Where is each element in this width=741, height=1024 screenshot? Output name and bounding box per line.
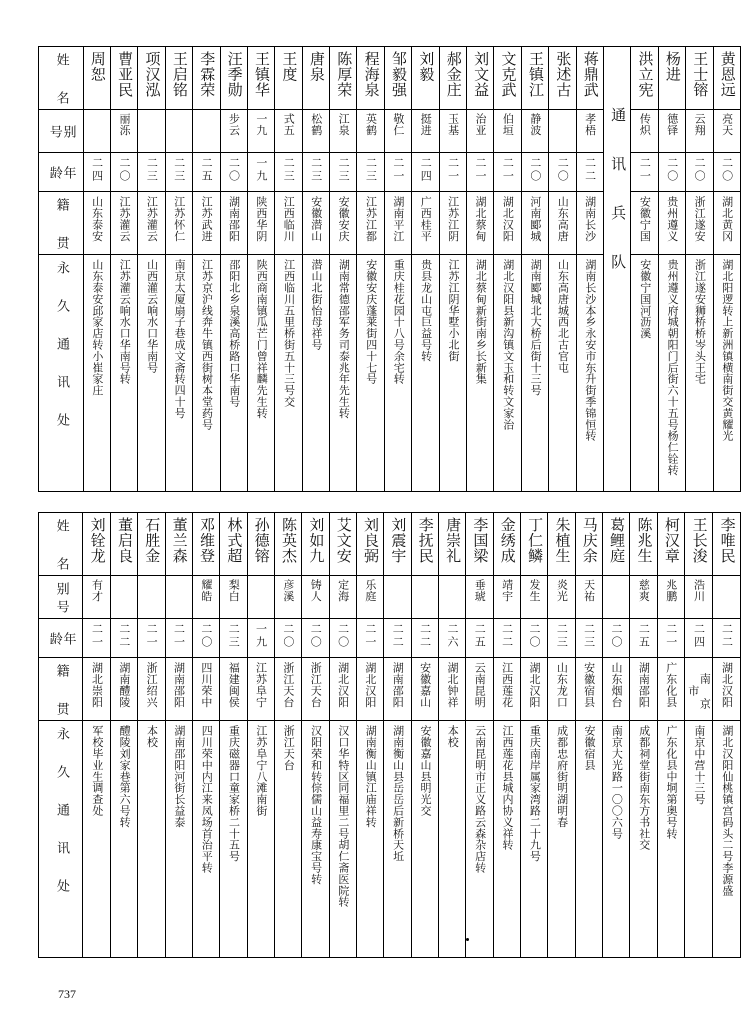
entry-origin: 安徽潜山 xyxy=(309,196,323,242)
entry-age: 二五 xyxy=(637,623,651,649)
roster-entry xyxy=(83,513,110,958)
entry-age: 二一 xyxy=(172,623,186,649)
unit-title-column xyxy=(603,47,630,492)
roster-entry xyxy=(274,513,301,958)
entry-alias: 孝梧 xyxy=(583,113,597,136)
entry-name: 蒋鼎武 xyxy=(581,51,600,98)
roster-table xyxy=(38,46,741,492)
entry-address: 南京中营十三号 xyxy=(692,725,706,805)
entry-alias: 兆鹏 xyxy=(664,579,678,602)
entry-alias: 挺进 xyxy=(419,113,433,136)
entry-age: 二三 xyxy=(309,157,323,183)
entry-name: 唐崇礼 xyxy=(444,517,463,564)
roster-entry xyxy=(302,47,329,492)
entry-address: 汉口华特区同福里二号胡仁斋医院转 xyxy=(336,725,350,908)
entry-address: 湖南郾城北大桥后街十三号 xyxy=(529,259,543,396)
entry-origin: 湖北汉阳 xyxy=(527,662,541,708)
entry-name: 刘良弼 xyxy=(362,517,381,564)
entry-age: 二三 xyxy=(582,623,596,649)
entry-origin: 安徽宁国 xyxy=(638,196,652,242)
roster-entry xyxy=(548,513,575,958)
entry-address: 江苏京沪线奔牛镇西街树本堂药号 xyxy=(200,259,214,430)
entry-address: 成都祠堂街南东方书社交 xyxy=(637,725,651,851)
entry-origin: 江苏灌云 xyxy=(145,196,159,242)
entry-name: 葛鲤庭 xyxy=(608,517,627,564)
entry-name: 陈兆生 xyxy=(635,517,654,564)
entry-name: 王度 xyxy=(280,51,299,82)
entry-origin: 山东烟台 xyxy=(610,662,624,708)
header-label-address: 永 久 通 讯 处 xyxy=(54,261,70,431)
page-number: 737 xyxy=(58,987,76,1001)
roster-table-top xyxy=(38,46,741,492)
entry-origin: 湖南邵阳 xyxy=(227,196,241,242)
entry-alias: 传炽 xyxy=(638,113,652,136)
entry-origin: 湖北汉阳 xyxy=(501,196,515,242)
entry-name: 王镇华 xyxy=(253,51,272,98)
roster-entry xyxy=(247,47,274,492)
roster-entry xyxy=(713,47,740,492)
entry-address: 贵州遵义府城朝阳门后街六十五号杨仁铨转 xyxy=(666,259,680,476)
roster-entry xyxy=(658,47,685,492)
entry-address: 云南昆明市正义路云森杂店转 xyxy=(473,725,487,874)
entry-age: 二一 xyxy=(446,157,460,183)
entry-alias: 治亚 xyxy=(474,113,488,136)
roster-entry xyxy=(83,47,110,492)
entry-age: 二一 xyxy=(664,623,678,649)
roster-entry xyxy=(220,47,247,492)
entry-age: 二一 xyxy=(363,623,377,649)
roster-entry xyxy=(110,47,137,492)
entry-origin: 江西临川 xyxy=(282,196,296,242)
entry-name: 丁仁鳞 xyxy=(526,517,545,564)
header-label-name: 姓 名 xyxy=(53,53,69,109)
entry-alias: 静波 xyxy=(528,113,542,136)
entry-origin: 河南郾城 xyxy=(528,196,542,242)
roster-entry xyxy=(384,47,411,492)
entry-age: 一九 xyxy=(254,623,268,649)
entry-address: 贵县龙山屯巨益号转 xyxy=(419,259,433,362)
roster-entry xyxy=(549,47,576,492)
roster-entry xyxy=(275,47,302,492)
entry-name: 邓维登 xyxy=(197,517,216,564)
entry-origin: 安徽嘉山 xyxy=(418,662,432,708)
entry-age: 二三 xyxy=(227,623,241,649)
entry-name: 王长浚 xyxy=(690,517,709,564)
entry-name: 石胜金 xyxy=(143,517,162,564)
entry-origin: 湖南长沙 xyxy=(583,196,597,242)
entry-age: 二〇 xyxy=(309,623,323,649)
entry-address: 重庆南岸属家湾路二十九号 xyxy=(528,725,542,862)
entry-origin: 江苏阜宁 xyxy=(254,662,268,708)
entry-origin: 江苏怀仁 xyxy=(172,196,186,242)
entry-address: 湖北阳逻转上新洲镇横南街交黄耀光 xyxy=(720,259,734,442)
entry-address: 江西临川五里桥街五十三号交 xyxy=(282,259,296,408)
entry-origin: 安徽安庆 xyxy=(337,196,351,242)
roster-entry xyxy=(466,513,493,958)
entry-age: 二〇 xyxy=(610,623,624,649)
entry-alias: 靖宇 xyxy=(500,579,514,602)
entry-alias: 梨白 xyxy=(227,579,241,602)
roster-entry xyxy=(412,47,439,492)
entry-origin: 南 京 市 xyxy=(686,672,712,710)
entry-age: 二〇 xyxy=(693,157,707,183)
entry-alias: 步云 xyxy=(227,113,241,136)
entry-alias: 炎光 xyxy=(555,579,569,602)
entry-name: 邹毅强 xyxy=(389,51,408,98)
entry-name: 黄恩远 xyxy=(718,51,737,98)
entry-origin: 湖北汉阳 xyxy=(336,662,350,708)
entry-name: 周恕 xyxy=(88,51,107,82)
roster-entry xyxy=(357,47,384,492)
entry-name: 洪立宪 xyxy=(636,51,655,98)
entry-address: 湖南邵阳河街长益泰 xyxy=(172,725,186,828)
entry-address: 重庆桂花园十八号余宅转 xyxy=(392,259,406,385)
roster-entry xyxy=(247,513,274,958)
entry-name: 文克武 xyxy=(499,51,518,98)
roster-entry xyxy=(576,47,603,492)
header-label-name: 姓 名 xyxy=(53,519,69,575)
entry-name: 柯汉章 xyxy=(662,517,681,564)
entry-origin: 湖北崇阳 xyxy=(90,662,104,708)
entry-address: 本校 xyxy=(145,725,159,748)
entry-address: 浙江天台 xyxy=(282,725,296,771)
entry-address: 安徽宁国河沥溪 xyxy=(638,259,652,339)
entry-address: 军校毕业生调查处 xyxy=(90,725,104,817)
entry-origin: 湖南邵阳 xyxy=(391,662,405,708)
entry-address: 江苏阜宁八滩南街 xyxy=(254,725,268,817)
entry-origin: 江苏灌云 xyxy=(117,196,131,242)
roster-entry xyxy=(520,513,547,958)
entry-name: 陈英杰 xyxy=(280,517,298,564)
entry-age: 二三 xyxy=(145,157,159,183)
entry-alias: 松鹤 xyxy=(309,113,323,136)
entry-age: 二三 xyxy=(282,157,296,183)
entry-name: 李抚民 xyxy=(416,517,435,564)
entry-age: 二〇 xyxy=(336,623,350,649)
entry-name: 王士镕 xyxy=(691,51,710,98)
entry-name: 董兰森 xyxy=(170,517,189,564)
entry-age: 二〇 xyxy=(527,623,541,649)
entry-origin: 山东龙口 xyxy=(555,662,569,708)
roster-entry xyxy=(631,47,658,492)
roster-entry xyxy=(713,513,741,958)
entry-name: 刘毅 xyxy=(417,51,436,82)
entry-origin: 安徽宿县 xyxy=(582,662,596,708)
entry-origin: 湖北汉阳 xyxy=(363,662,377,708)
roster-table-bottom xyxy=(38,512,741,958)
column-header-labels xyxy=(39,47,84,492)
entry-name: 刘文益 xyxy=(472,51,491,98)
roster-entry xyxy=(411,513,438,958)
roster-entry xyxy=(438,513,465,958)
entry-age: 二一 xyxy=(638,157,652,183)
entry-origin: 湖南邵阳 xyxy=(637,662,651,708)
entry-age: 二二 xyxy=(583,157,597,183)
header-label-age: 年 龄 xyxy=(46,166,76,184)
entry-alias: 丽泺 xyxy=(117,113,131,136)
roster-entry xyxy=(138,47,165,492)
entry-alias: 玉基 xyxy=(446,113,460,136)
entry-address: 安徽宿县 xyxy=(583,725,596,771)
entry-name: 郝金庄 xyxy=(444,51,463,98)
entry-address: 汉阳荣和转倧儒山益寿康宝号转 xyxy=(309,725,323,885)
entry-address: 湖北蔡甸新街南乡长新集 xyxy=(474,259,488,385)
entry-name: 李唯民 xyxy=(718,517,737,564)
entry-address: 安徽嘉山县明光交 xyxy=(418,725,432,817)
roster-entry xyxy=(329,513,356,958)
entry-origin: 浙江天台 xyxy=(309,662,323,708)
entry-name: 刘震宇 xyxy=(389,517,408,564)
entry-name: 陈厚荣 xyxy=(335,51,354,98)
roster-entry xyxy=(192,513,219,958)
entry-alias: 敬仁 xyxy=(391,113,405,136)
entry-age: 二〇 xyxy=(556,157,570,183)
entry-origin: 陕西华阴 xyxy=(254,196,268,242)
entry-origin: 湖南平江 xyxy=(391,196,405,242)
entry-origin: 云南昆明 xyxy=(473,662,487,708)
roster-entry xyxy=(302,513,329,958)
entry-age: 二〇 xyxy=(665,157,679,183)
entry-age: 二二 xyxy=(720,623,734,649)
entry-age: 二二 xyxy=(418,623,432,649)
entry-address: 湖南长沙本乡永安市东升街季锦恒转 xyxy=(583,259,597,442)
entry-alias: 耀皓 xyxy=(199,579,213,602)
entry-age: 二一 xyxy=(391,157,405,183)
entry-alias: 彦溪 xyxy=(281,579,295,602)
entry-name: 张述古 xyxy=(554,51,573,98)
entry-age: 二一 xyxy=(90,623,104,649)
entry-alias: 云翔 xyxy=(693,113,707,136)
entry-origin: 湖北蔡甸 xyxy=(474,196,488,242)
roster-entry xyxy=(165,47,192,492)
entry-address: 广东化县中垌第奥号转 xyxy=(665,725,679,839)
entry-address: 南京太厦扇子巷成文斋转四十号 xyxy=(173,259,187,419)
entry-age: 二四 xyxy=(90,157,104,183)
entry-alias: 乐庭 xyxy=(363,579,377,602)
ink-dot xyxy=(466,938,469,941)
entry-origin: 山东泰安 xyxy=(90,196,104,242)
roster-entry xyxy=(110,513,137,958)
entry-age: 二二 xyxy=(391,623,405,649)
roster-entry xyxy=(138,513,165,958)
entry-origin: 江苏武进 xyxy=(200,196,214,242)
roster-entry xyxy=(686,47,713,492)
entry-age: 二〇 xyxy=(281,623,295,649)
entry-name: 刘如九 xyxy=(307,517,326,564)
entry-origin: 浙江天台 xyxy=(281,662,295,708)
entry-address: 江西莲花县城内协义祥转 xyxy=(500,725,514,851)
entry-address: 南京大光路一〇〇六号 xyxy=(610,725,624,839)
entry-age: 二一 xyxy=(474,157,488,183)
entry-origin: 湖南醴陵 xyxy=(117,662,131,708)
entry-age: 二〇 xyxy=(227,157,241,183)
header-label-alias: 别 号 xyxy=(46,125,76,143)
entry-alias: 铸人 xyxy=(309,579,323,602)
entry-address: 湖南衡山县岳岳后新桥天坵 xyxy=(391,725,405,862)
entry-age: 二一 xyxy=(145,623,159,649)
entry-alias: 垂琥 xyxy=(473,579,487,602)
entry-alias: 慈爽 xyxy=(637,579,651,602)
roster-entry xyxy=(384,513,411,958)
entry-age: 二〇 xyxy=(117,157,131,183)
entry-alias: 江泉 xyxy=(337,113,351,136)
entry-origin: 福建闽侯 xyxy=(227,662,241,708)
entry-address: 本校 xyxy=(446,725,460,748)
entry-age: 二〇 xyxy=(720,157,734,183)
entry-name: 马庆余 xyxy=(580,517,599,564)
entry-name: 林式超 xyxy=(225,517,244,564)
entry-origin: 湖北钟祥 xyxy=(445,662,459,708)
entry-alias: 式五 xyxy=(282,113,296,136)
entry-age: 二四 xyxy=(419,157,433,183)
entry-origin: 湖北汉阳 xyxy=(720,662,734,708)
entry-address: 山东泰安邱家店转小崔家庄 xyxy=(90,259,104,396)
entry-address: 陕西商南镇瓜芒门曾祥麟先生转 xyxy=(255,259,269,419)
entry-age: 二五 xyxy=(200,157,214,183)
entry-address: 潜山北街怡母祥号 xyxy=(310,259,324,351)
entry-alias: 一九 xyxy=(254,113,268,136)
entry-name: 汪季勋 xyxy=(225,51,244,98)
entry-alias: 发生 xyxy=(527,579,541,602)
entry-address: 四川荣中内江来凤场首治平转 xyxy=(200,725,214,874)
entry-age: 二一 xyxy=(501,157,515,183)
entry-address: 湖南衡山镇江庙祥转 xyxy=(364,725,378,828)
roster-entry xyxy=(494,47,521,492)
roster-table xyxy=(38,512,741,958)
entry-address: 重庆磁器口童家桥二十五号 xyxy=(227,725,241,862)
entry-origin: 江西莲花 xyxy=(500,662,514,708)
entry-name: 孙德镕 xyxy=(252,517,271,564)
entry-age: 二五 xyxy=(473,623,487,649)
entry-address: 江苏灌云响水口华南号转 xyxy=(118,259,132,385)
entry-address: 安徽安庆蓬莱街四十七号 xyxy=(364,259,378,385)
column-header-labels xyxy=(39,513,83,958)
entry-age: 二三 xyxy=(364,157,378,183)
entry-name: 项汉泓 xyxy=(143,51,162,98)
entry-alias: 有才 xyxy=(90,579,104,602)
header-label-alias: 别号 xyxy=(53,582,69,618)
entry-age: 二〇 xyxy=(199,623,213,649)
entry-name: 董启良 xyxy=(115,517,134,564)
entry-alias: 浩川 xyxy=(692,579,706,602)
entry-origin: 湖南邵阳 xyxy=(172,662,186,708)
entry-alias: 伯垣 xyxy=(501,113,515,136)
roster-entry xyxy=(193,47,220,492)
entry-alias: 德铎 xyxy=(665,113,679,136)
entry-origin: 广西桂平 xyxy=(419,196,433,242)
entry-origin: 湖北黄冈 xyxy=(720,196,734,242)
unit-title: 通 讯 兵 队 xyxy=(609,107,628,277)
entry-name: 朱植生 xyxy=(553,517,572,564)
entry-origin: 广东化县 xyxy=(664,662,678,708)
entry-address: 浙江遂安狮桥桥岑头王宅 xyxy=(693,259,707,385)
entry-address: 湖北汉阳仙桃镇宫码头二号李源盛 xyxy=(720,725,734,896)
roster-entry xyxy=(467,47,494,492)
header-label-origin: 籍 贯 xyxy=(53,198,69,254)
roster-entry xyxy=(165,513,192,958)
entry-address: 山西灌云响水口华南号 xyxy=(145,259,159,373)
roster-entry xyxy=(356,513,383,958)
entry-name: 王启铭 xyxy=(170,51,189,98)
roster-entry xyxy=(521,47,548,492)
entry-address: 湖北汉阳县新沟镇文玉和转文家治 xyxy=(501,259,515,430)
header-label-origin: 籍 贯 xyxy=(53,664,69,720)
entry-name: 杨进 xyxy=(663,51,682,82)
entry-name: 金绣成 xyxy=(498,517,517,564)
entry-age: 二三 xyxy=(172,157,186,183)
entry-address: 醴陵刘家巷第六号转 xyxy=(118,725,132,828)
entry-address: 江苏江阴华墅小北街 xyxy=(446,259,460,362)
entry-origin: 江苏江都 xyxy=(364,196,378,242)
entry-name: 唐泉 xyxy=(307,51,326,82)
entry-alias: 定海 xyxy=(336,579,350,602)
roster-entry xyxy=(685,513,713,958)
entry-origin: 山东高唐 xyxy=(556,196,570,242)
entry-name: 李霖荣 xyxy=(198,51,217,98)
entry-age: 二六 xyxy=(445,623,459,649)
entry-origin: 浙江绍兴 xyxy=(145,662,159,708)
entry-name: 艾文安 xyxy=(334,517,353,564)
entry-origin: 浙江遂安 xyxy=(693,196,707,242)
roster-entry xyxy=(330,47,357,492)
entry-alias: 亮天 xyxy=(720,113,734,136)
entry-age: 二〇 xyxy=(528,157,542,183)
header-label-age: 年 龄 xyxy=(46,632,76,650)
entry-name: 曹亚民 xyxy=(116,51,135,98)
entry-age: 二三 xyxy=(337,157,351,183)
entry-age: 二二 xyxy=(117,623,131,649)
roster-entry xyxy=(220,513,247,958)
roster-entry xyxy=(575,513,602,958)
entry-name: 李国梁 xyxy=(471,517,490,564)
entry-address: 邵阳北乡泉溪高桥路口华南号 xyxy=(227,259,241,408)
entry-origin: 江苏江阴 xyxy=(446,196,460,242)
entry-alias: 英鹤 xyxy=(364,113,378,136)
entry-age: 二二 xyxy=(500,623,514,649)
entry-address: 山东高唐城西北古官屯 xyxy=(556,259,570,373)
entry-name: 程海泉 xyxy=(362,51,381,98)
entry-age: 一九 xyxy=(254,157,268,183)
entry-name: 刘铨龙 xyxy=(88,517,107,564)
roster-entry xyxy=(439,47,466,492)
entry-origin: 贵州遵义 xyxy=(665,196,679,242)
roster-entry xyxy=(493,513,520,958)
roster-entry xyxy=(603,513,630,958)
header-label-address: 永 久 通 讯 处 xyxy=(54,727,70,897)
roster-entry xyxy=(630,513,657,958)
roster-entry xyxy=(657,513,684,958)
entry-name: 王镇江 xyxy=(526,51,545,98)
entry-origin: 四川荣中 xyxy=(199,662,213,708)
entry-address: 成都忠府街明湖明春 xyxy=(555,725,569,828)
entry-age: 二四 xyxy=(692,623,706,649)
entry-address: 湖南常德邵军务司泰兆年先生转 xyxy=(337,259,351,419)
entry-alias: 天祐 xyxy=(582,579,596,602)
entry-age: 二三 xyxy=(555,623,569,649)
